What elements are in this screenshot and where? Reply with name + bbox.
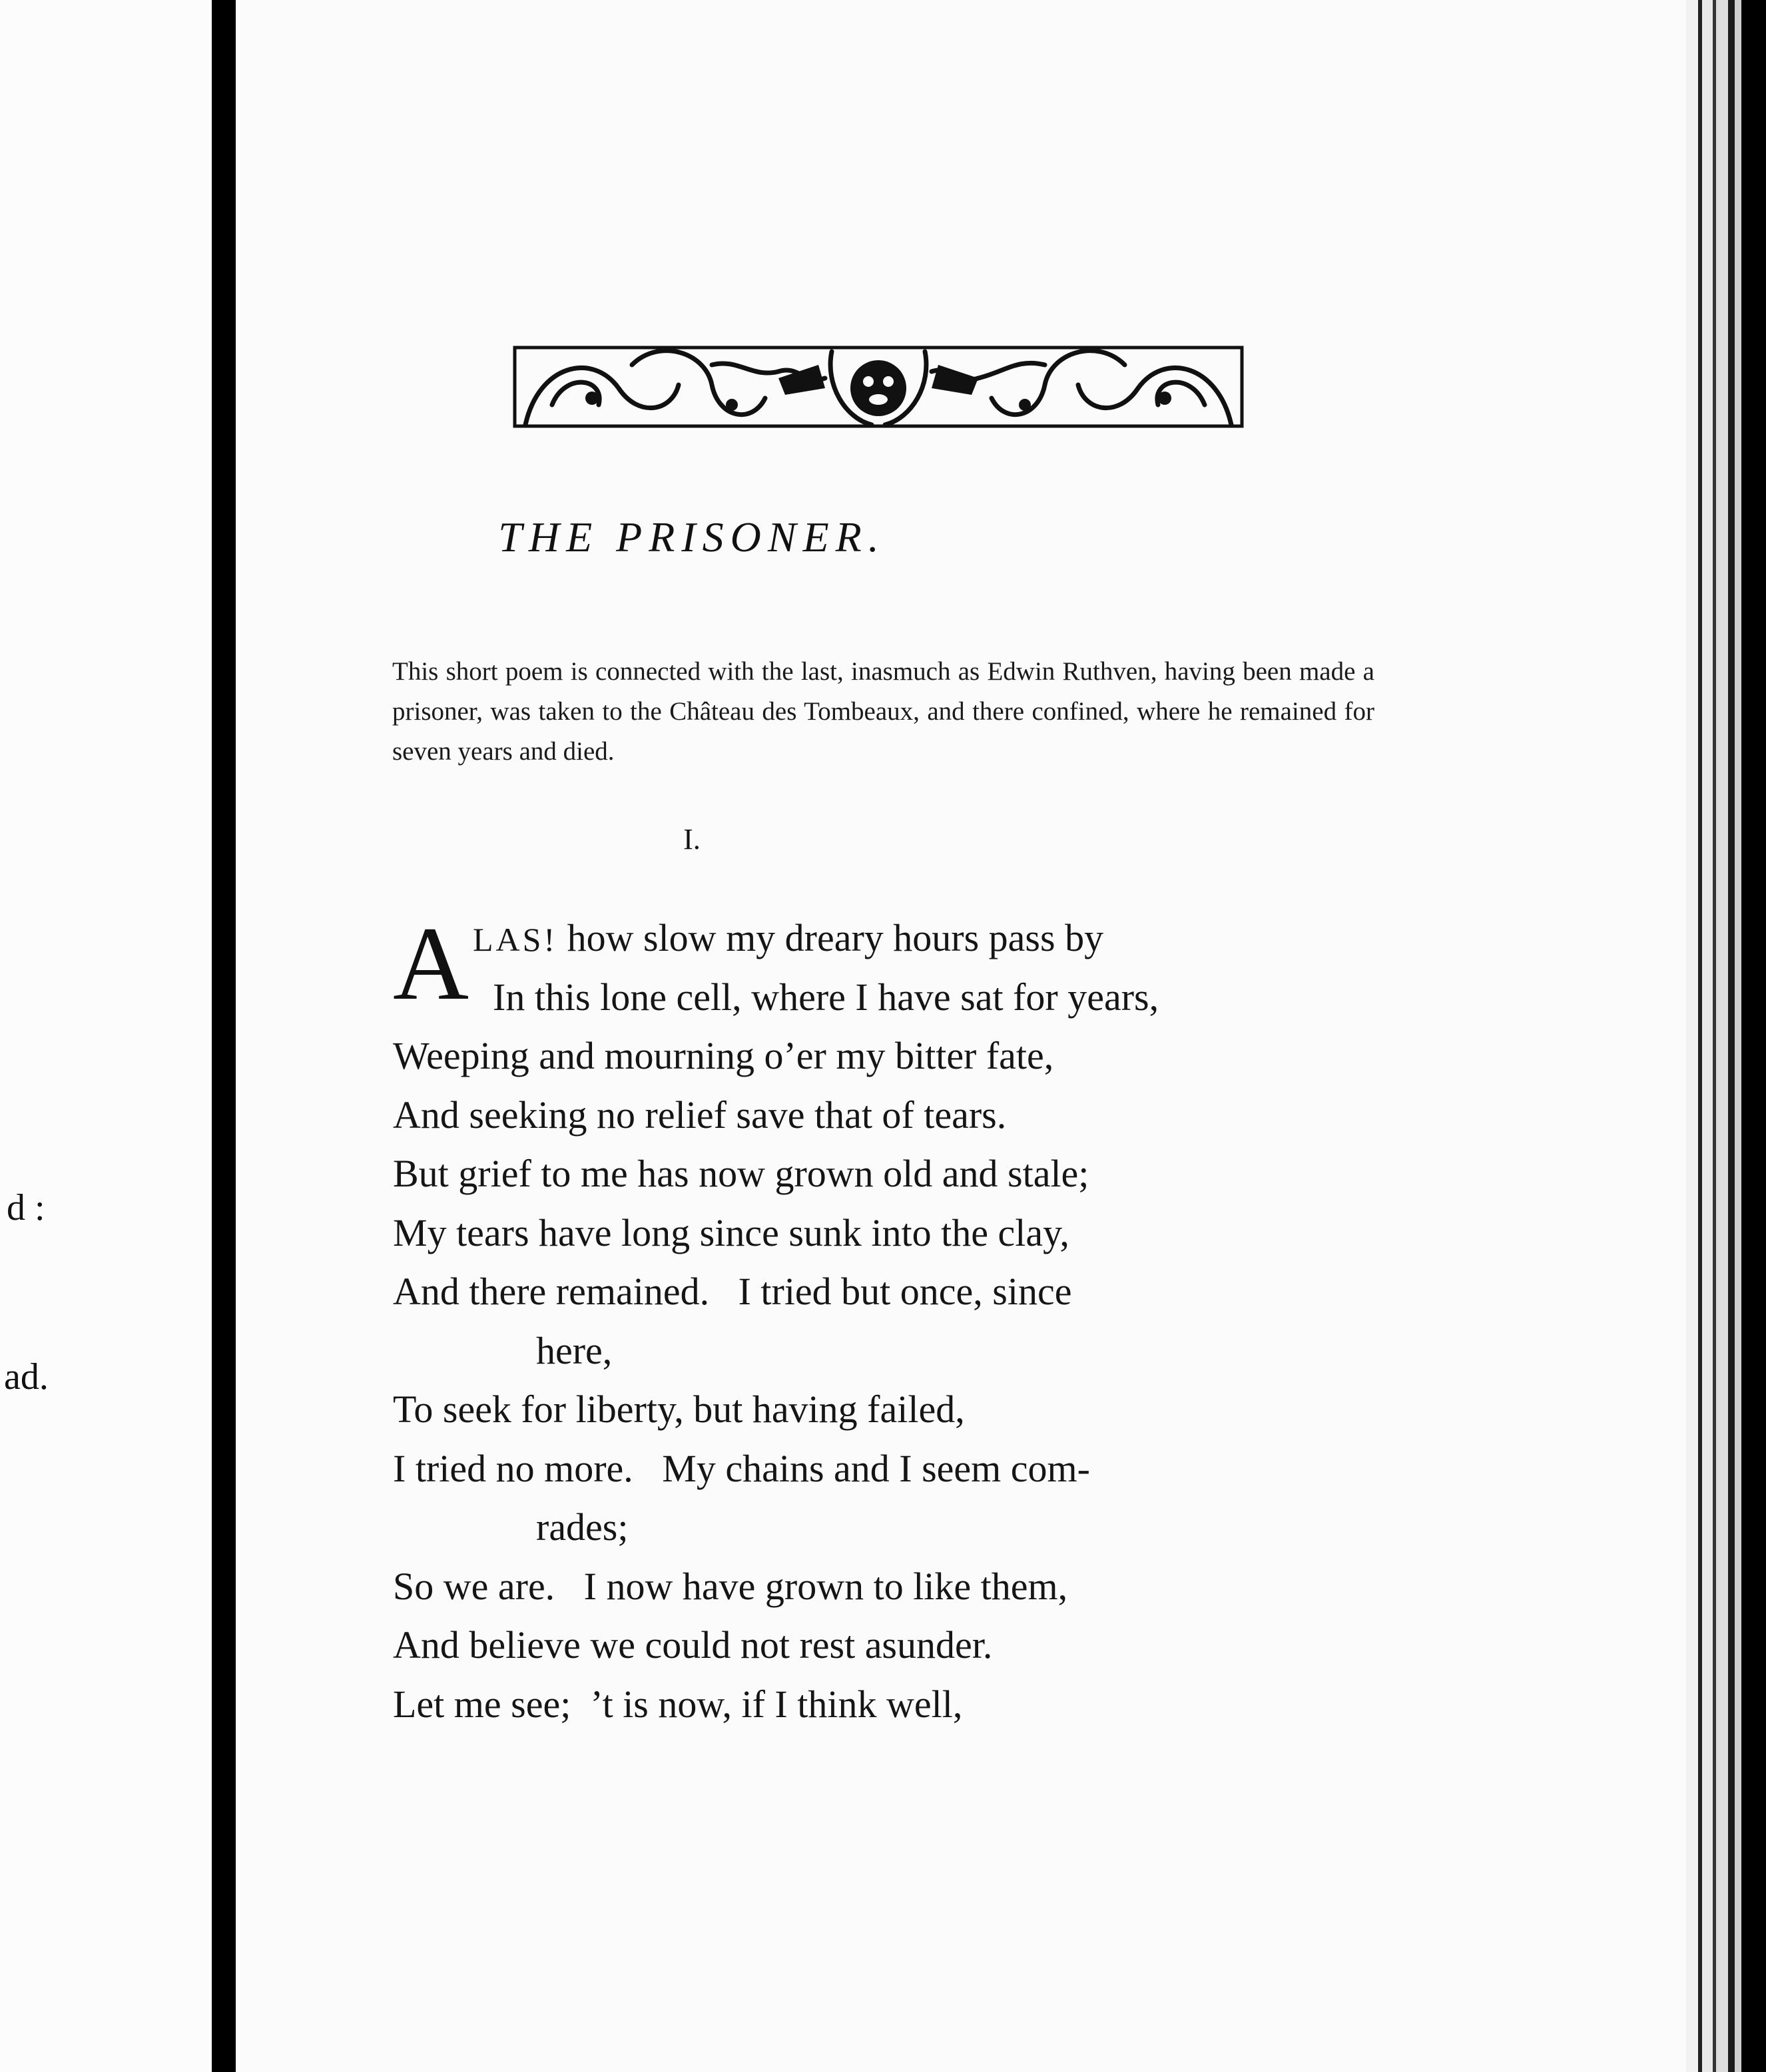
section-number: I. (683, 823, 701, 856)
poem-line: But grief to me has now grown old and stale; (393, 1152, 1089, 1195)
page-edge-7 (1735, 0, 1741, 2072)
page-edge-3 (1702, 0, 1713, 2072)
poem-line: And there remained. I tried but once, since (393, 1270, 1072, 1313)
headpiece-ornament (512, 325, 1245, 445)
poem-line: And seeking no relief save that of tears. (393, 1093, 1007, 1137)
poem-line: To seek for liberty, but having failed, (393, 1388, 965, 1431)
page-edge-1 (1686, 0, 1698, 2072)
poem-title: THE PRISONER. (498, 513, 886, 561)
poem-line-continuation: here, (536, 1328, 613, 1372)
poem-body (393, 906, 1378, 1734)
intro-note: This short poem is connected with the last, inasmuch as Edwin Ruthven, having been made a prisoner, was taken to the Château des Tombeaux, and there confined, where he remained for seven years and died. (392, 657, 1374, 766)
poem-line: I tried no more. My chains and I seem com- (393, 1446, 1090, 1490)
first-line-rest: how slow my dreary hours pass by (557, 916, 1104, 959)
poem-line: Let me see; ’t is now, if I think well, (393, 1682, 963, 1726)
left-page-fragment-1: d : (7, 1187, 45, 1228)
left-facing-page (0, 0, 212, 2072)
first-word-smallcaps: LAS! (473, 921, 558, 958)
poem-line: My tears have long since sunk into the clay, (393, 1210, 1069, 1254)
left-page-fragment-2: ad. (4, 1356, 49, 1398)
poem-line: So we are. I now have grown to like them, (393, 1564, 1068, 1608)
poem-line-continuation: rades; (536, 1505, 629, 1549)
poem-line: And believe we could not rest asunder. (393, 1623, 993, 1667)
right-page (236, 0, 1686, 2072)
ornament-icon (512, 325, 1245, 445)
page-edge-5 (1716, 0, 1728, 2072)
poem-line: Weeping and mourning o’er my bitter fate, (393, 1034, 1054, 1077)
drop-cap: A (393, 906, 469, 1022)
page-edge-6 (1728, 0, 1735, 2072)
poem-line: In this lone cell, where I have sat for years, (493, 975, 1159, 1019)
